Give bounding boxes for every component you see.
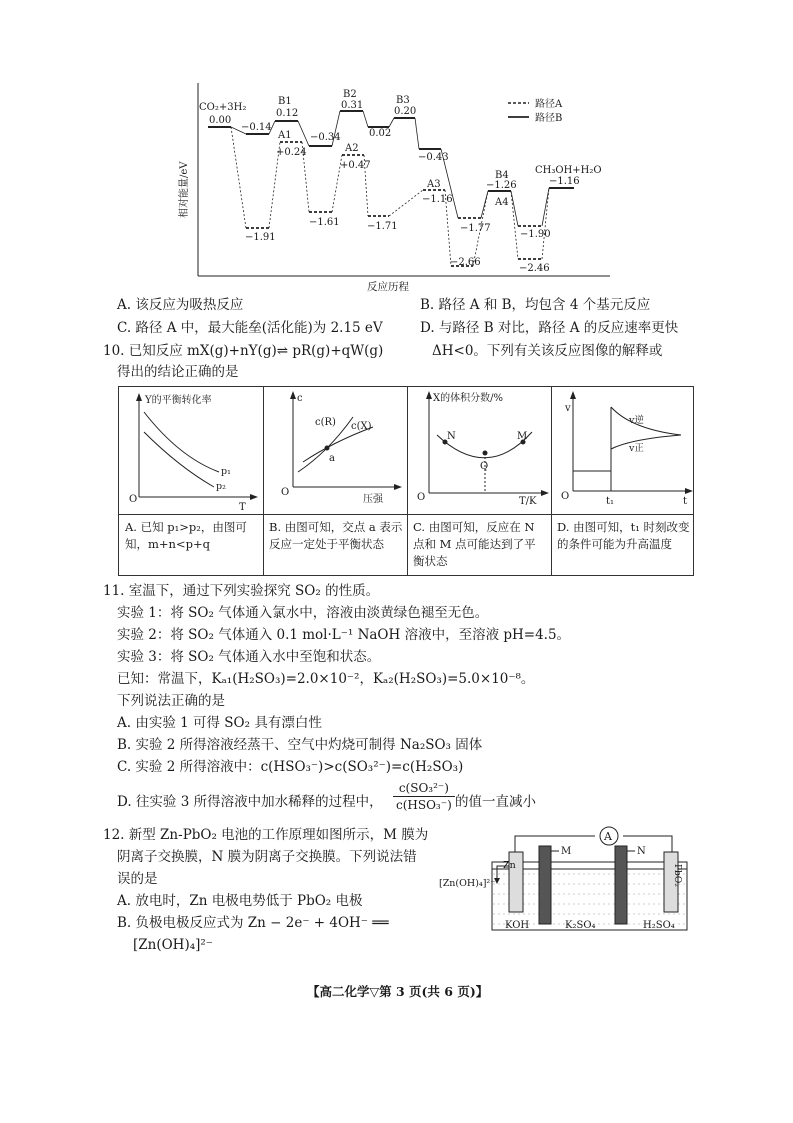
electrode-pbo2: PbO₂: [672, 864, 682, 887]
q11-option-d-pre: D. 往实验 3 所得溶液中加水稀释的过程中，: [117, 794, 383, 810]
q11-option-d-fraction: [393, 780, 455, 813]
ammeter-label: A: [604, 830, 612, 843]
name-B3: B3: [396, 95, 410, 106]
q10-caption-a: A. 已知 p₁>p₂，由图可知，m+n<p+q: [125, 520, 247, 551]
g4-o: O: [561, 491, 570, 502]
graph-c: [407, 387, 551, 514]
name-A4: A4: [495, 197, 509, 208]
val-m1.90: −1.90: [520, 229, 551, 240]
battery-diagram: [437, 824, 692, 939]
g3-N: N: [447, 431, 456, 442]
g2-o: O: [281, 487, 290, 498]
q12-line-1: 阴离子交换膜，N 膜为阴离子交换膜。下列说法错: [117, 849, 417, 865]
val-m1.16: −1.16: [549, 176, 580, 187]
val-0.00: 0.00: [209, 115, 232, 126]
g2-cR: c(R): [315, 417, 336, 428]
g1-p2: p₂: [216, 481, 226, 492]
graph-b: [263, 387, 407, 514]
label-end: CH₃OH+H₂O: [535, 165, 602, 176]
q10-graph-table: [118, 386, 694, 576]
g4-t1: t₁: [606, 496, 615, 507]
g4-y: v: [565, 403, 571, 414]
g4-vni: v逆: [629, 415, 644, 426]
q12-option-b-2: [Zn(OH)₄]²⁻: [133, 937, 213, 953]
val-m1.77: −1.77: [460, 223, 491, 234]
val-p0.24: +0.24: [276, 147, 307, 158]
q11-line-0: 11. 室温下，通过下列实验探究 SO₂ 的性质。: [103, 583, 380, 599]
q10-caption-d: D. 由图可知，t₁ 时刻改变的条件可能为升高温度: [557, 520, 690, 551]
g2-y: c: [297, 393, 303, 404]
g4-vz: v正: [629, 443, 644, 454]
g2-a: a: [329, 453, 335, 464]
val-m1.26: −1.26: [486, 180, 517, 191]
q11-option-d-post: 的值一直减小: [455, 794, 536, 810]
q11-line-1: 实验 1：将 SO₂ 气体通入氯水中，溶液由淡黄绿色褪至无色。: [117, 605, 489, 621]
q11-line-3: 实验 3：将 SO₂ 气体通入水中至饱和状态。: [117, 649, 381, 665]
val-m1.91: −1.91: [245, 232, 276, 243]
energy-profile-chart: [175, 78, 615, 293]
g1-x: T: [239, 502, 246, 513]
q10-stem-2: 得出的结论正确的是: [117, 364, 239, 380]
g2-x: 压强: [363, 494, 383, 505]
q12-option-a: A. 放电时，Zn 电极电势低于 PbO₂ 电极: [117, 893, 363, 909]
g3-y: X的体积分数/%: [433, 393, 503, 404]
zincate-label: [Zn(OH)₄]²⁻: [439, 878, 496, 889]
membrane-M: M: [561, 846, 572, 857]
fraction-numerator: c(SO₃²⁻): [393, 780, 455, 797]
name-A3: A3: [427, 179, 441, 190]
val-p0.47: +0.47: [340, 160, 371, 171]
val-m1.16b: −1.16: [422, 194, 453, 205]
name-A2: A2: [345, 143, 359, 154]
legend-path-a: 路径A: [535, 99, 563, 110]
q9-option-c: C. 路径 A 中，最大能垒(活化能)为 2.15 eV: [117, 320, 383, 336]
q10-stem-1: 10. 已知反应 mX(g)+nY(g)⇌ pR(g)+qW(g): [103, 343, 384, 359]
name-B1: B1: [278, 96, 292, 107]
q9-option-a: A. 该反应为吸热反应: [117, 297, 244, 313]
val-m1.71: −1.71: [367, 221, 398, 232]
q11-line-2: 实验 2：将 SO₂ 气体通入 0.1 mol·L⁻¹ NaOH 溶液中，至溶液 pH=4.5。: [117, 627, 571, 643]
graph-a: [119, 387, 263, 514]
graph-d: [551, 387, 695, 514]
solution-k2so4: K₂SO₄: [565, 920, 596, 931]
g3-x: T/K: [519, 496, 537, 507]
label-start: CO₂+3H₂: [199, 102, 247, 113]
g1-o: O: [129, 494, 138, 505]
q11-line-4: 已知：常温下，Kₐ₁(H₂SO₃)=2.0×10⁻²，Kₐ₂(H₂SO₃)=5.0×10⁻⁸。: [117, 671, 535, 687]
val-m0.43: −0.43: [418, 152, 449, 163]
fraction-denominator: c(HSO₃⁻): [396, 798, 452, 812]
solution-koh: KOH: [505, 920, 530, 931]
g1-y: Y的平衡转化率: [145, 395, 212, 406]
q11-option-c: C. 实验 2 所得溶液中：c(HSO₃⁻)>c(SO₃²⁻)=c(H₂SO₃): [117, 759, 464, 775]
g2-cX: c(X): [351, 421, 372, 432]
q11-line-5: 下列说法正确的是: [117, 693, 225, 709]
solution-h2so4: H₂SO₄: [643, 920, 675, 931]
val-m2.66: −2.66: [450, 257, 481, 268]
q10-caption-b: B. 由图可知，交点 a 表示反应一定处于平衡状态: [269, 520, 403, 551]
g1-p1: p₁: [221, 466, 231, 477]
q9-option-d: D. 与路径 B 对比，路径 A 的反应速率更快: [420, 320, 679, 336]
val-0.02: 0.02: [369, 128, 392, 139]
q12-line-0: 12. 新型 Zn-PbO₂ 电池的工作原理如图所示，M 膜为: [103, 827, 429, 843]
g4-x: t: [683, 496, 688, 507]
val-m1.61: −1.61: [309, 217, 340, 228]
y-axis-label: 相对能量/eV: [179, 161, 190, 218]
name-A1: A1: [278, 130, 292, 141]
g3-M: M: [517, 431, 528, 442]
val-0.12: 0.12: [276, 108, 299, 119]
page-footer: 【高二化学▽第 3 页(共 6 页)】: [307, 984, 489, 999]
membrane-N: N: [637, 846, 646, 857]
val-0.20: 0.20: [394, 106, 417, 117]
q11-option-a: A. 由实验 1 可得 SO₂ 具有漂白性: [117, 715, 322, 731]
legend-path-b: 路径B: [535, 113, 563, 124]
val-m0.14: −0.14: [241, 122, 272, 133]
x-axis-label: 反应历程: [367, 281, 409, 293]
val-0.31: 0.31: [341, 100, 364, 111]
name-B4: B4: [495, 170, 509, 181]
q12-option-b: B. 负极电极反应式为 Zn − 2e⁻ + 4OH⁻ ══: [117, 915, 389, 931]
val-m0.34: −0.34: [310, 132, 341, 143]
g3-o: O: [417, 492, 426, 503]
val-m2.46: −2.46: [519, 263, 550, 274]
q10-stem-1b: ΔH<0。下列有关该反应图像的解释或: [432, 343, 663, 359]
q9-option-b: B. 路径 A 和 B，均包含 4 个基元反应: [420, 297, 651, 313]
q10-caption-c: C. 由图可知，反应在 N 点和 M 点可能达到了平衡状态: [413, 520, 536, 568]
g3-Q: Q: [480, 461, 489, 472]
q12-line-2: 误的是: [117, 871, 158, 887]
electrode-zn: Zn: [503, 860, 516, 871]
name-B2: B2: [343, 89, 357, 100]
q11-option-b: B. 实验 2 所得溶液经蒸干、空气中灼烧可制得 Na₂SO₃ 固体: [117, 737, 483, 753]
